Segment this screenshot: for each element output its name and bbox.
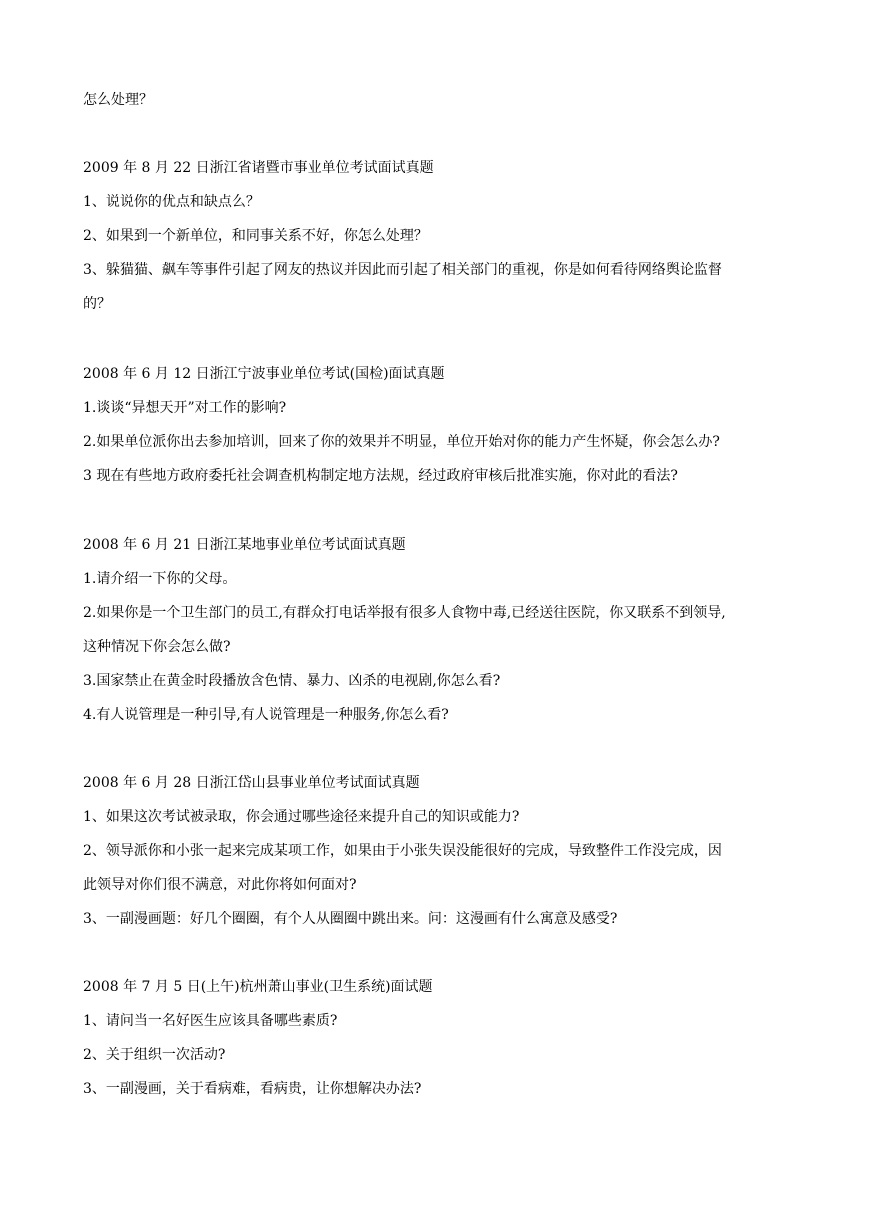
question-item: 3、一副漫画题：好几个圈圈，有个人从圈圈中跳出来。问：这漫画有什么寓意及感受? [83, 911, 618, 927]
section-title: 2008 年 6 月 21 日浙江某地事业单位考试面试真题 [83, 537, 406, 553]
question-item: 1.谈谈“异想天开”对工作的影响? [83, 400, 287, 416]
section-title: 2008 年 7 月 5 日(上午)杭州萧山事业(卫生系统)面试题 [83, 979, 433, 995]
question-item: 1.请介绍一下你的父母。 [83, 571, 237, 587]
section-title: 2008 年 6 月 28 日浙江岱山县事业单位考试面试真题 [83, 775, 420, 791]
question-item: 3、躲猫猫、飙车等事件引起了网友的热议并因此而引起了相关部门的重视，你是如何看待网络舆论监督 [83, 262, 722, 278]
question-item: 1、请问当一名好医生应该具备哪些素质? [83, 1013, 338, 1029]
question-item: 1、如果这次考试被录取，你会通过哪些途径来提升自己的知识或能力? [83, 809, 520, 825]
question-item: 2、领导派你和小张一起来完成某项工作，如果由于小张失误没能很好的完成，导致整件工作没完成，因 [83, 843, 722, 859]
question-item: 的？ [83, 296, 111, 312]
question-item: 3.国家禁止在黄金时段播放含色情、暴力、凶杀的电视剧,你怎么看? [83, 673, 501, 689]
question-item: 1、说说你的优点和缺点么？ [83, 194, 260, 210]
question-item: 2.如果你是一个卫生部门的员工,有群众打电话举报有很多人食物中毒,已经送往医院，你又联系不到领导, [83, 605, 726, 621]
section-title: 2008 年 6 月 12 日浙江宁波事业单位考试(国检)面试真题 [83, 366, 445, 382]
question-item: 2、如果到一个新单位，和同事关系不好，你怎么处理？ [83, 228, 428, 244]
question-item: 4.有人说管理是一种引导,有人说管理是一种服务,你怎么看? [83, 707, 449, 723]
section-title: 2009 年 8 月 22 日浙江省诸暨市事业单位考试面试真题 [83, 160, 434, 176]
question-item: 3 现在有些地方政府委托社会调查机构制定地方法规，经过政府审核后批准实施，你对此的看法? [83, 468, 678, 484]
question-item: 这种情况下你会怎么做? [83, 639, 231, 655]
question-item: 3、一副漫画，关于看病难，看病贵，让你想解决办法? [83, 1081, 422, 1097]
intro-tail-text: 怎么处理？ [83, 92, 153, 108]
question-item: 此领导对你们很不满意，对此你将如何面对? [83, 877, 357, 893]
question-item: 2、关于组织一次活动? [83, 1047, 226, 1063]
question-item: 2.如果单位派你出去参加培训，回来了你的效果并不明显，单位开始对你的能力产生怀疑，你会怎么办? [83, 434, 720, 450]
